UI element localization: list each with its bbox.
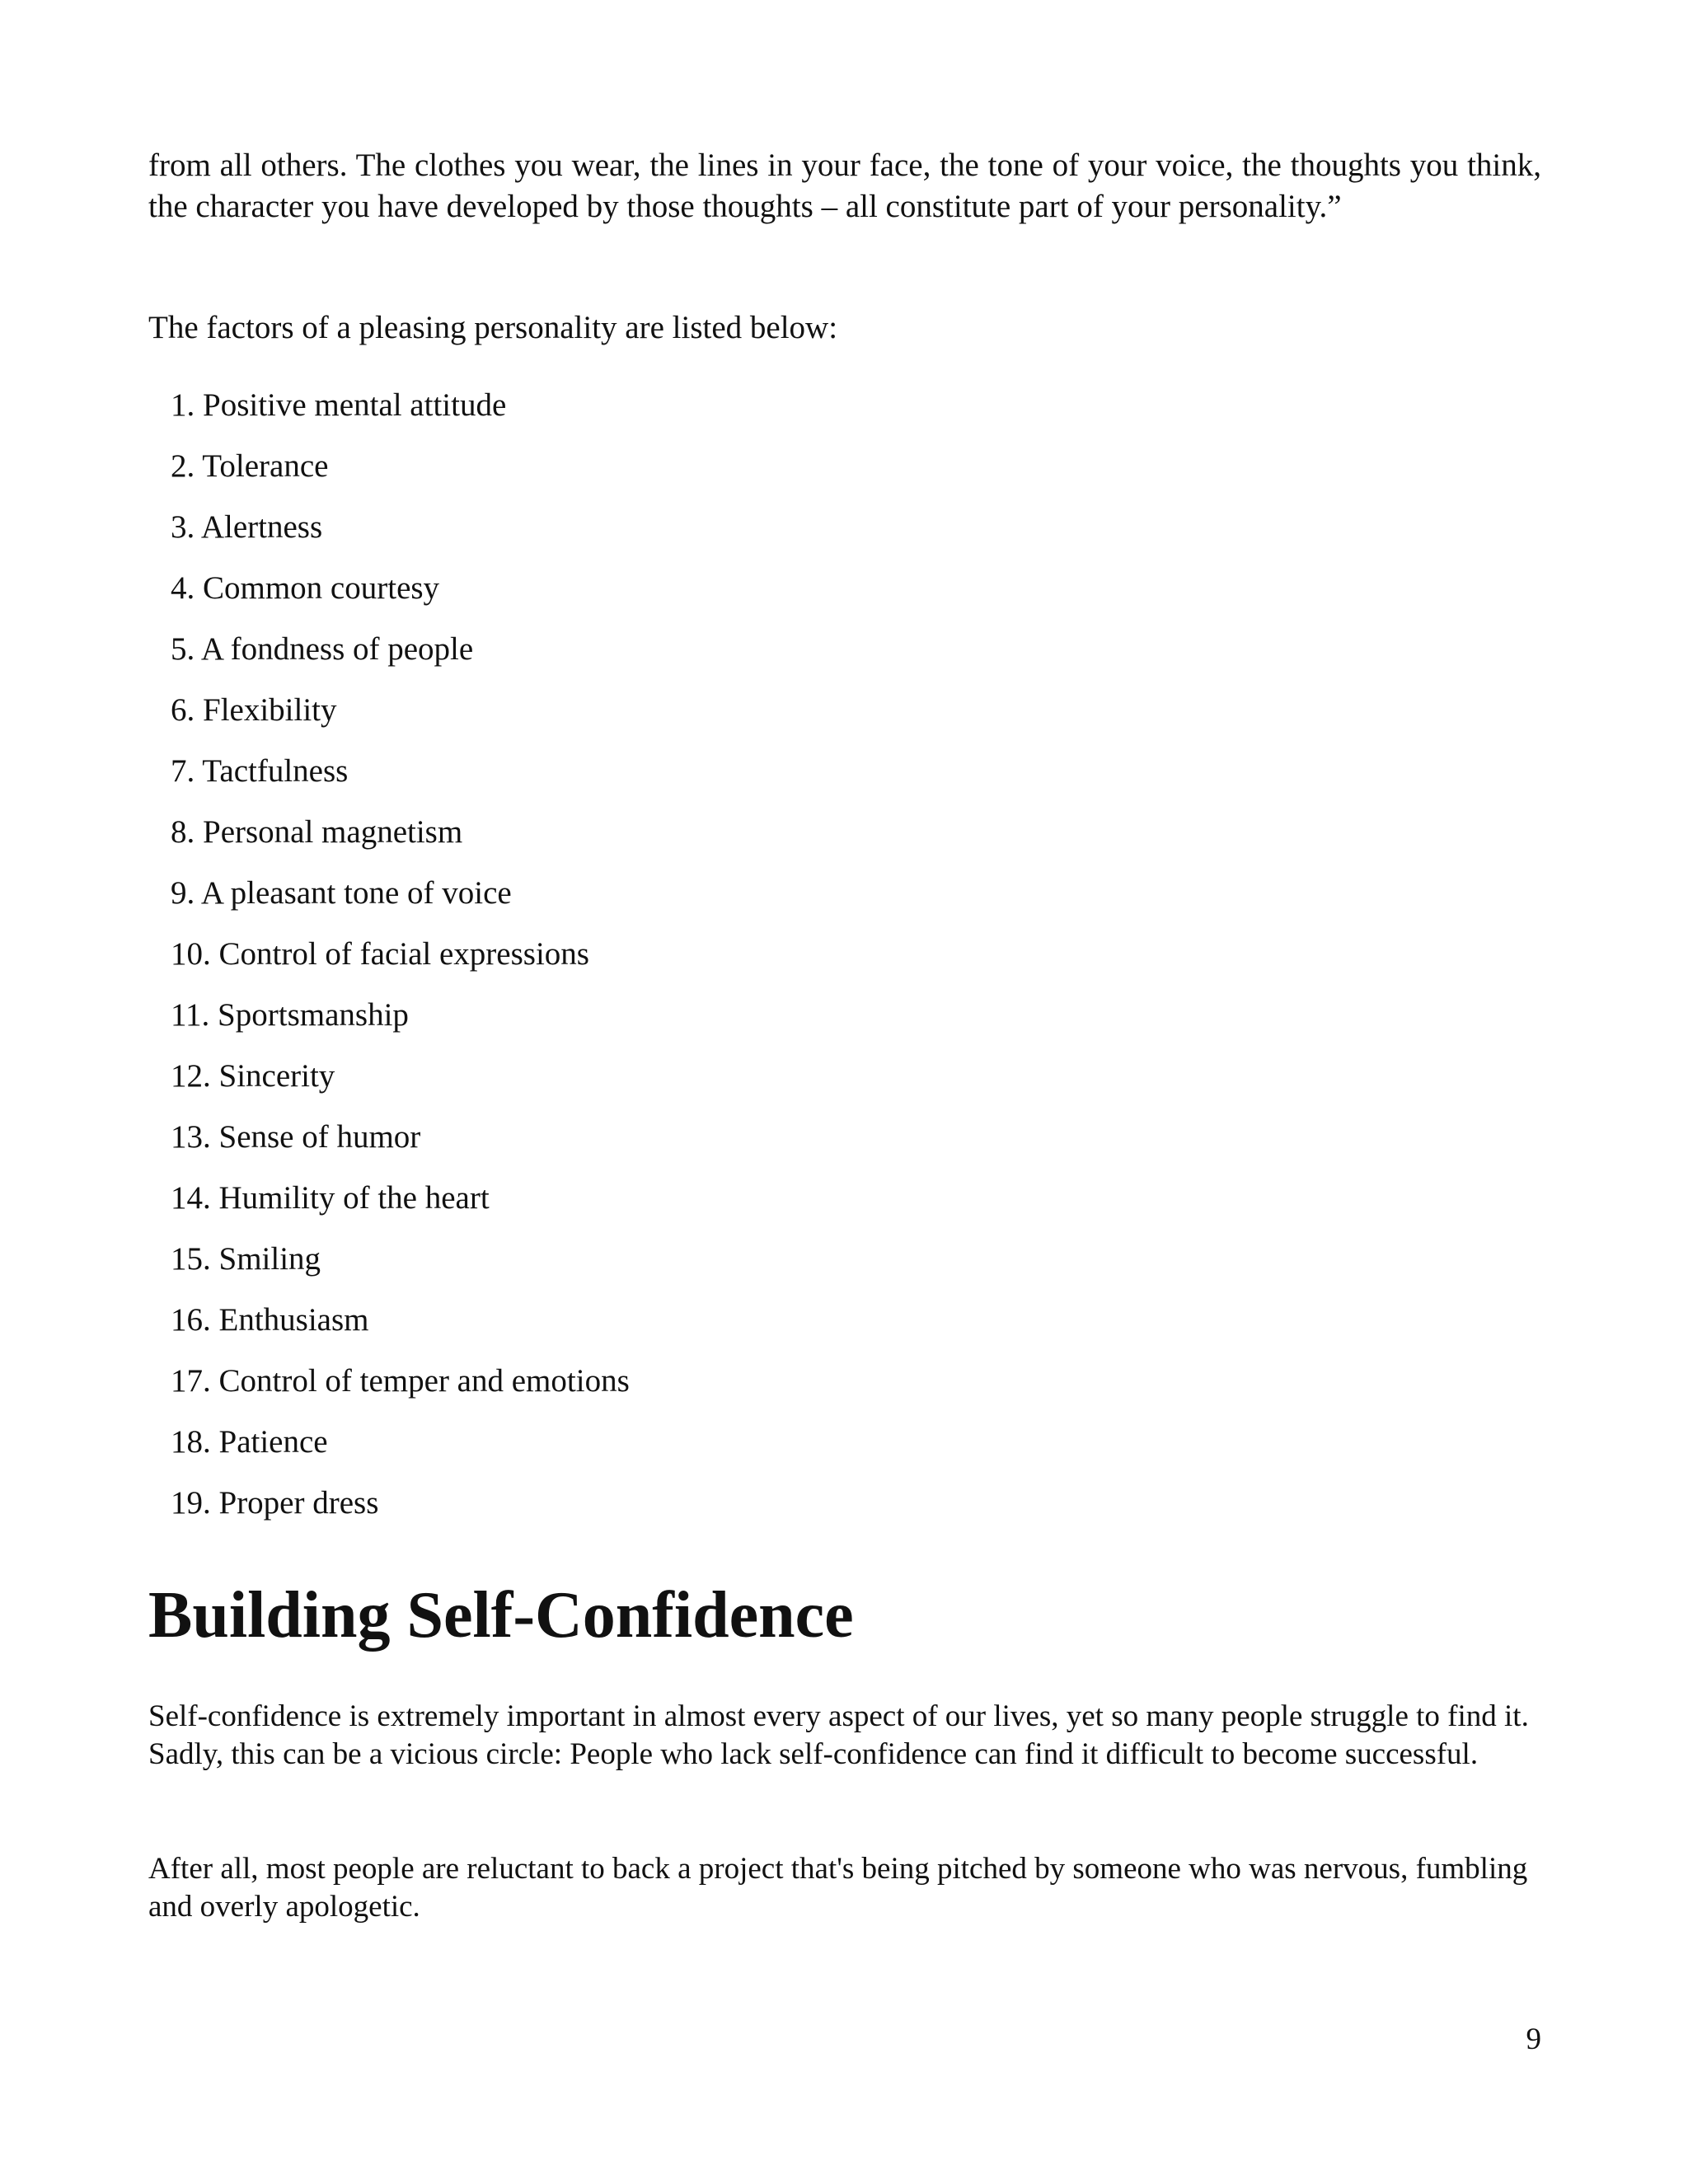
page-number: 9 [1526, 2022, 1541, 2056]
list-item: 11. Sportsmanship [171, 997, 409, 1033]
section-heading: Building Self-Confidence [148, 1579, 854, 1652]
continued-paragraph: from all others. The clothes you wear, the lines in your face, the tone of your voice, the thoughts you think, the character you have developed by those thoughts – all constitute part of your personality.” [148, 148, 1541, 224]
list-item: 7. Tactfulness [171, 753, 349, 789]
list-item: 8. Personal magnetism [171, 814, 463, 850]
list-item: 9. A pleasant tone of voice [171, 875, 512, 911]
factor-list [171, 383, 630, 1542]
list-item: 2. Tolerance [171, 448, 329, 484]
list-item: 14. Humility of the heart [171, 1180, 490, 1216]
list-item: 1. Positive mental attitude [171, 387, 507, 423]
list-item: 15. Smiling [171, 1241, 321, 1277]
list-item: 10. Control of facial expressions [171, 936, 589, 972]
list-item: 13. Sense of humor [171, 1119, 421, 1155]
list-item: 12. Sincerity [171, 1058, 335, 1094]
list-item: 3. Alertness [171, 509, 323, 545]
list-item: 6. Flexibility [171, 692, 337, 728]
list-item: 19. Proper dress [171, 1485, 379, 1521]
list-item: 16. Enthusiasm [171, 1302, 369, 1338]
section-paragraph-1: Self-confidence is extremely important in almost every aspect of our lives, yet so many people struggle to find it. Sadly, this can be a vicious circle: People who lack self-confidence can find it difficult to become successful. [148, 1699, 1529, 1771]
list-item: 5. A fondness of people [171, 631, 474, 667]
list-item: 17. Control of temper and emotions [171, 1363, 630, 1399]
list-item: 18. Patience [171, 1424, 328, 1460]
section-paragraph-2: After all, most people are reluctant to back a project that's being pitched by someone who was nervous, fumbling and overly apologetic. [148, 1852, 1528, 1924]
list-item: 4. Common courtesy [171, 570, 440, 606]
list-intro: The factors of a pleasing personality are listed below: [148, 310, 838, 345]
